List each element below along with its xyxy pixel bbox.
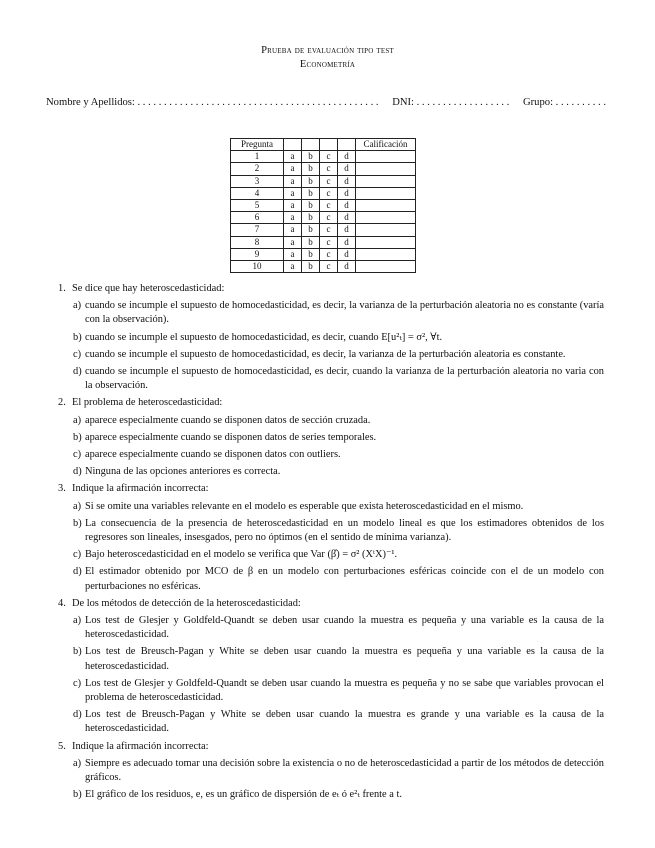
option-cell[interactable]: c [320, 224, 338, 236]
grade-cell [356, 260, 416, 272]
option-cell[interactable]: a [284, 236, 302, 248]
option-label: c) [73, 449, 82, 461]
option-cell[interactable]: d [338, 224, 356, 236]
answer-option [73, 548, 604, 562]
answer-option [73, 645, 604, 673]
question-number-cell: 1 [231, 151, 284, 163]
question-number-cell: 5 [231, 199, 284, 211]
option-text: Siempre es adecuado tomar una decisión sobre la existencia o no de heteroscedasticidad a partir de los métodos de detección gráficos. [85, 757, 604, 784]
option-cell[interactable]: b [302, 151, 320, 163]
answer-option [73, 614, 604, 642]
answer-option [73, 331, 604, 345]
question-number-cell: 4 [231, 187, 284, 199]
option-cell[interactable]: a [284, 248, 302, 260]
answer-option [73, 677, 604, 705]
question-number-cell: 8 [231, 236, 284, 248]
question [58, 740, 604, 803]
option-cell[interactable]: d [338, 199, 356, 211]
answer-option [73, 414, 604, 428]
answer-option [73, 465, 604, 479]
table-row [231, 187, 416, 199]
question-number-cell: 2 [231, 163, 284, 175]
option-cell[interactable]: c [320, 248, 338, 260]
grade-cell [356, 163, 416, 175]
option-cell[interactable]: d [338, 260, 356, 272]
answer-option [73, 500, 604, 514]
option-cell[interactable]: c [320, 163, 338, 175]
question-header [58, 482, 604, 496]
option-cell[interactable]: b [302, 248, 320, 260]
question-number-cell: 6 [231, 212, 284, 224]
exam-subtitle: Econometría [299, 59, 356, 70]
table-row [231, 248, 416, 260]
grade-cell [356, 224, 416, 236]
option-cell[interactable]: d [338, 212, 356, 224]
option-list [73, 500, 604, 594]
option-cell[interactable]: d [338, 163, 356, 175]
question-number: 2. [58, 397, 66, 409]
table-row [231, 224, 416, 236]
option-label: a) [73, 615, 82, 627]
option-cell[interactable]: c [320, 260, 338, 272]
option-cell[interactable]: d [338, 187, 356, 199]
option-label: c) [73, 549, 82, 561]
option-text: La consecuencia de la presencia de heteroscedasticidad en un modelo lineal es que los estimadores obtenidos de los regresores son lineales, insesgados, pero no óptimos (en el sentido de mínima varianza). [85, 517, 604, 544]
question-header [58, 740, 604, 754]
option-cell[interactable]: c [320, 236, 338, 248]
question-number: 5. [58, 740, 66, 752]
student-fields [46, 97, 606, 108]
question-number-cell: 7 [231, 224, 284, 236]
option-cell[interactable]: d [338, 236, 356, 248]
option-cell[interactable]: a [284, 163, 302, 175]
question-text: Indique la afirmación incorrecta: [72, 740, 209, 752]
table-row [231, 151, 416, 163]
option-label: a) [73, 757, 82, 769]
option-list [73, 614, 604, 737]
question-number: 4. [58, 597, 66, 609]
option-text: cuando se incumple el supuesto de homocedasticidad, es decir, la varianza de la perturbación aleatoria es constante. [85, 348, 566, 360]
option-text: aparece especialmente cuando se disponen datos de series temporales. [85, 431, 377, 443]
question-header [58, 282, 604, 296]
question-header [58, 597, 604, 611]
table-row [231, 236, 416, 248]
grade-cell [356, 212, 416, 224]
option-label: d) [73, 709, 82, 721]
option-text: Los test de Breusch-Pagan y White se deben usar cuando la muestra es pequeña y una variable es la causa de la heteroscedasticidad. [85, 646, 604, 672]
question-number: 3. [58, 483, 66, 495]
question-number-cell: 9 [231, 248, 284, 260]
table-row [231, 163, 416, 175]
question-text: Se dice que hay heteroscedasticidad: [72, 283, 225, 294]
option-cell[interactable]: a [284, 212, 302, 224]
option-text: El gráfico de los residuos, e, es un gráfico de dispersión de eₜ ó e²ₜ frente a t. [85, 789, 402, 801]
grade-cell [356, 248, 416, 260]
option-cell[interactable]: a [284, 260, 302, 272]
answer-option [73, 365, 604, 393]
answer-option [73, 517, 604, 545]
option-cell[interactable]: c [320, 175, 338, 187]
option-list [73, 414, 604, 480]
option-cell[interactable]: a [284, 151, 302, 163]
option-label: d) [73, 566, 82, 578]
exam-title: Prueba de evaluación tipo test [261, 45, 394, 56]
question-header [58, 396, 604, 410]
option-text: Los test de Glesjer y Goldfeld-Quandt se deben usar cuando la muestra es pequeña y una variable es la causa de la heteroscedasticidad. [85, 615, 604, 641]
option-cell[interactable]: d [338, 248, 356, 260]
option-list [73, 757, 604, 803]
option-text: aparece especialmente cuando se disponen datos con outliers. [85, 449, 341, 461]
question [58, 597, 604, 737]
option-text: Los test de Breusch-Pagan y White se deben usar cuando la muestra es grande y una variable es la causa de la heteroscedasticidad. [85, 709, 604, 735]
option-label: a) [73, 414, 82, 426]
option-label: a) [73, 500, 82, 512]
dni-field: DNI: . . . . . . . . . . . . . . . . . . [392, 97, 510, 108]
option-cell[interactable]: b [302, 260, 320, 272]
header-pregunta: Pregunta [231, 139, 284, 151]
table-row [231, 199, 416, 211]
option-cell[interactable]: a [284, 187, 302, 199]
option-cell[interactable]: d [338, 151, 356, 163]
option-label: d) [73, 466, 82, 478]
question [58, 282, 604, 393]
option-label: c) [73, 348, 82, 360]
option-text: cuando se incumple el supuesto de homocedasticidad, es decir, cuando E[u²ₜ] = σ², ∀t. [85, 331, 443, 343]
option-cell[interactable]: a [284, 175, 302, 187]
grade-cell [356, 236, 416, 248]
group-field: Grupo: . . . . . . . . . . [523, 97, 606, 108]
option-text: Los test de Glesjer y Goldfeld-Quandt se deben usar cuando la muestra es pequeña y no se sabe que variables provocan el problema de heteroscedasticidad. [85, 677, 604, 704]
question-number-cell: 3 [231, 175, 284, 187]
answer-table [230, 138, 416, 273]
grade-cell [356, 175, 416, 187]
option-cell[interactable]: b [302, 212, 320, 224]
option-label: b) [73, 789, 82, 801]
option-cell[interactable]: c [320, 187, 338, 199]
header-blank [284, 139, 302, 151]
answer-option [73, 757, 604, 785]
question-text: Indique la afirmación incorrecta: [72, 483, 209, 495]
option-cell[interactable]: c [320, 199, 338, 211]
option-label: d) [73, 366, 82, 378]
option-label: b) [73, 431, 82, 443]
answer-option [73, 431, 604, 445]
header-blank [338, 139, 356, 151]
option-cell[interactable]: c [320, 151, 338, 163]
option-text: Si se omite una variables relevante en el modelo es esperable que exista heteroscedasticidad en el mismo. [85, 500, 524, 512]
option-cell[interactable]: b [302, 199, 320, 211]
option-text: cuando se incumple el supuesto de homocedasticidad, es decir, la varianza de la perturbación aleatoria no es constante (varía con la observación). [85, 300, 604, 326]
answer-option [73, 708, 604, 736]
answer-option [73, 565, 604, 593]
answer-option [73, 348, 604, 362]
option-cell[interactable]: c [320, 212, 338, 224]
option-text: cuando se incumple el supuesto de homocedasticidad, es decir, cuando la varianza de la perturbación aleatoria no varia con la observación. [85, 366, 604, 392]
question [58, 396, 604, 479]
table-row [231, 212, 416, 224]
option-label: c) [73, 677, 82, 689]
option-cell[interactable]: d [338, 175, 356, 187]
option-cell[interactable]: b [302, 187, 320, 199]
question-number: 1. [58, 283, 66, 294]
table-row [231, 175, 416, 187]
option-cell[interactable]: a [284, 224, 302, 236]
option-cell[interactable]: b [302, 236, 320, 248]
grade-cell [356, 151, 416, 163]
answer-option [73, 448, 604, 462]
option-label: b) [73, 331, 82, 343]
option-cell[interactable]: b [302, 163, 320, 175]
question-text: El problema de heteroscedasticidad: [72, 397, 223, 409]
option-text: Ninguna de las opciones anteriores es correcta. [85, 466, 281, 478]
header-blank [320, 139, 338, 151]
grade-cell [356, 187, 416, 199]
option-cell[interactable]: b [302, 175, 320, 187]
option-label: b) [73, 646, 82, 658]
question [58, 482, 604, 593]
question-text: De los métodos de detección de la heteroscedasticidad: [72, 597, 301, 609]
option-label: a) [73, 300, 82, 312]
answer-option [73, 788, 604, 802]
option-cell[interactable]: a [284, 199, 302, 211]
answer-table-header [231, 139, 416, 151]
question-list [58, 282, 604, 806]
option-label: b) [73, 517, 82, 529]
name-field: Nombre y Apellidos: . . . . . . . . . . . . . . . . . . . . . . . . . . . . . . . . . . . . . . . . . . . . . . [46, 97, 379, 108]
question-number-cell: 10 [231, 260, 284, 272]
option-text: aparece especialmente cuando se disponen datos de sección cruzada. [85, 414, 371, 426]
option-text: Bajo heteroscedasticidad en el modelo se verifica que Var (β̂) = σ² (XᵗX)⁻¹. [85, 549, 398, 561]
header-blank [302, 139, 320, 151]
header-calificacion: Calificación [356, 139, 416, 151]
grade-cell [356, 199, 416, 211]
option-cell[interactable]: b [302, 224, 320, 236]
answer-option [73, 299, 604, 327]
option-list [73, 299, 604, 393]
option-text: El estimador obtenido por MCO de β en un modelo con perturbaciones esféricas coincide con el de un modelo con perturbaciones no esféricas. [85, 566, 604, 592]
table-row [231, 260, 416, 272]
